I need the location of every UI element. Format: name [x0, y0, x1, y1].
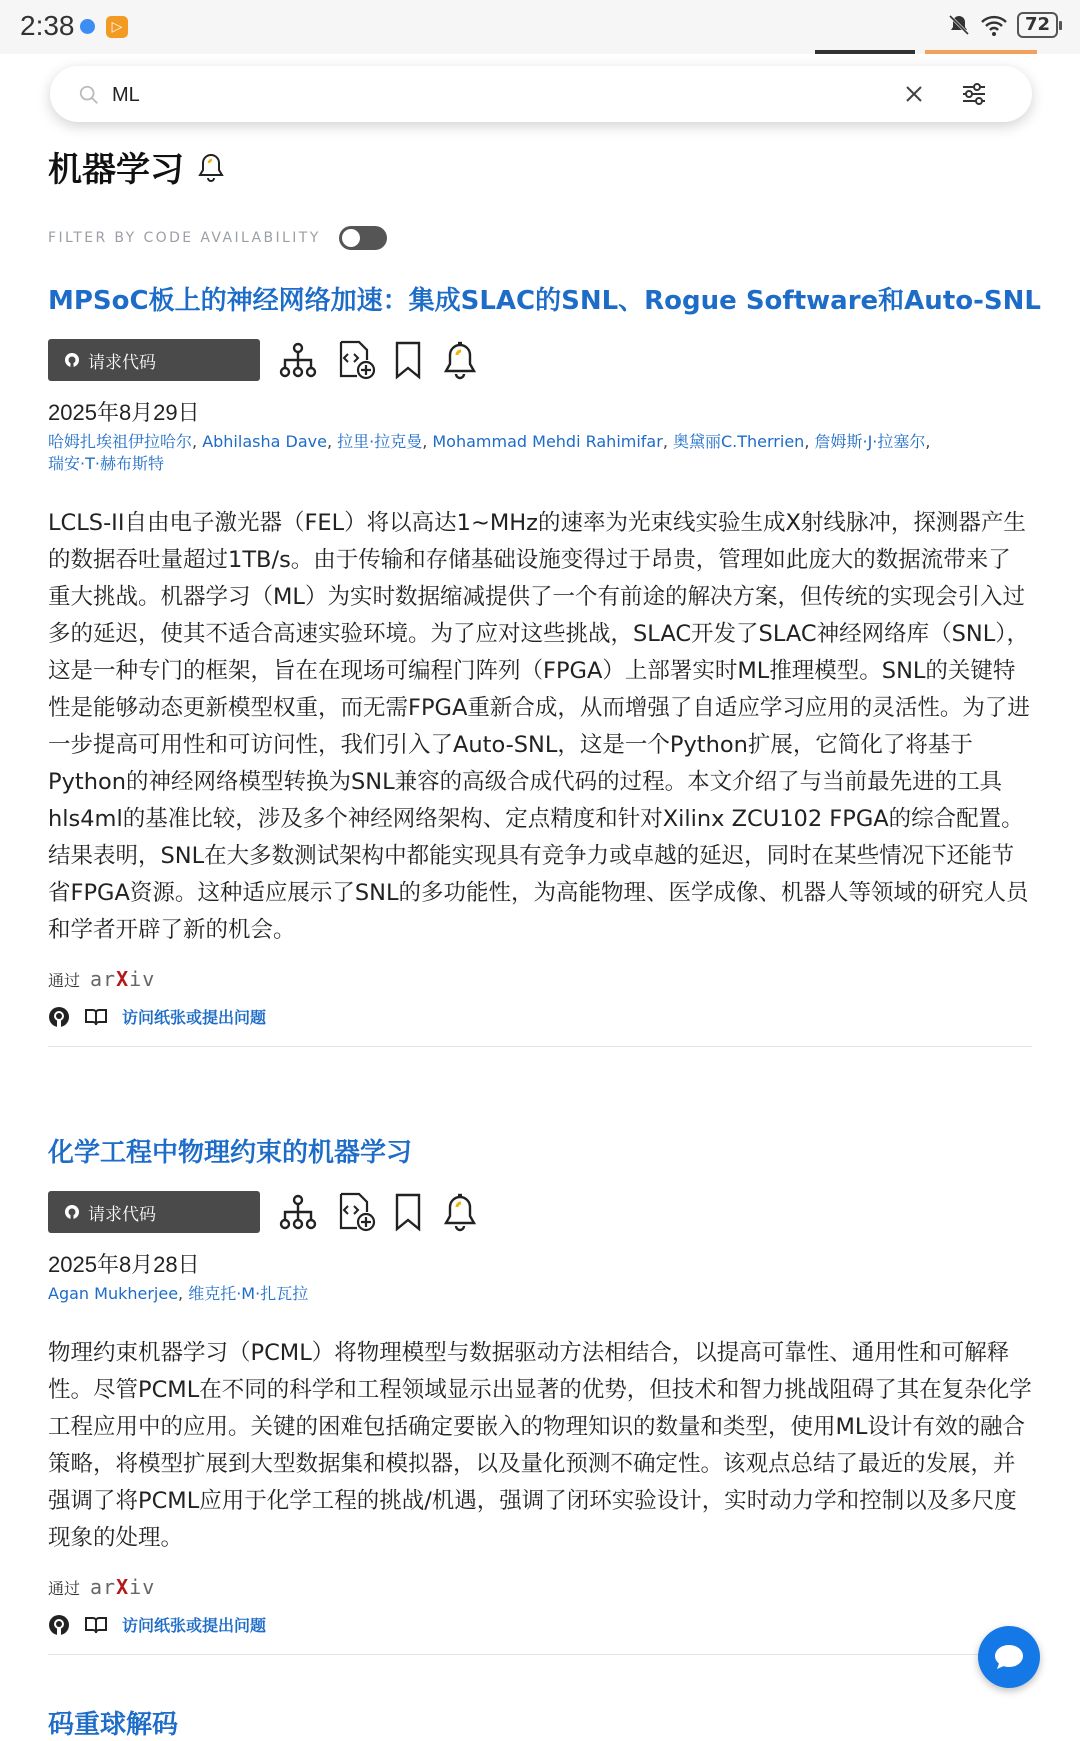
paper-actions: [48, 1190, 1032, 1234]
paper-authors: [48, 431, 1032, 475]
via-label: 通过: [48, 1578, 81, 1598]
github-icon: [64, 352, 80, 368]
bookmark-icon[interactable]: [386, 1190, 430, 1234]
hidden-tab-indicator-active: [925, 50, 1037, 54]
search-input[interactable]: [110, 76, 934, 114]
request-code-label: 请求代码: [88, 352, 156, 373]
author-link[interactable]: 拉里·拉克曼: [337, 432, 423, 451]
paper-date: 2025年8月28日: [48, 1252, 200, 1277]
paper-actions: [48, 338, 1032, 382]
github-icon[interactable]: [48, 1614, 70, 1636]
close-icon[interactable]: [902, 82, 926, 106]
author-link[interactable]: Mohammad Mehdi Rahimifar: [432, 432, 663, 451]
status-time: 2:38: [20, 10, 75, 41]
status-icons: [947, 12, 1058, 38]
chat-bubble-icon: [992, 1642, 1026, 1672]
hierarchy-icon[interactable]: [276, 1190, 320, 1234]
chat-button[interactable]: [978, 1626, 1040, 1688]
bookmark-icon[interactable]: [386, 338, 430, 382]
app-notification-icon: ▷: [106, 16, 128, 38]
bell-icon[interactable]: [438, 1190, 482, 1234]
source-row: [48, 1575, 1032, 1599]
divider: [48, 1654, 1032, 1655]
page-title: [48, 142, 226, 191]
author-link[interactable]: 瑞安·T·赫布斯特: [48, 454, 164, 473]
arxiv-logo[interactable]: arXiv: [90, 967, 156, 991]
author-link[interactable]: 詹姆斯·J·拉塞尔: [814, 432, 926, 451]
request-code-button[interactable]: [48, 1191, 260, 1233]
notification-dot-icon: [80, 19, 95, 34]
via-label: 通过: [48, 970, 81, 990]
author-link[interactable]: 奥黛丽C.Therrien: [672, 432, 805, 451]
visit-paper-link[interactable]: 访问纸张或提出问题: [122, 1008, 267, 1027]
paper-abstract: LCLS-II自由电子激光器（FEL）将以高达1~MHz的速率为光束线实验生成X射线脉冲，探测器产生的数据吞吐量超过1TB/s。由于传输和存储基础设施变得过于昂贵，管理如此庞大的数据流带来了重大挑战。机器学习（ML）为实时数据缩减提供了一个有前途的解决方案，但传统的实现会引入过多的延迟，使其不适合高速实验环境。为了应对这些挑战，SLAC开发了SLAC神经网络库（SNL），这是一种专门的框架，旨在在现场可编程门阵列（FPGA）上部署实时ML推理模型。SNL的关键特性是能够动态更新模型权重，而无需FPGA重新合成，从而增强了自适应学习应用的灵活性。为了进一步提高可用性和可访问性，我们引入了Auto-SNL，这是一个Python扩展，它简化了将基于Python的神经网络模型转换为SNL兼容的高级合成代码的过程。本文介绍了与当前最先进的工具hls4ml的基准比较，涉及多个神经网络架构、定点精度和针对Xilinx ZCU102 FPGA的综合配置。结果表明，SNL在大多数测试架构中都能实现具有竞争力或卓越的延迟，同时在某些情况下还能节省FPGA资源。这种适应展示了SNL的多功能性，为高能物理、医学成像、机器人等领域的研究人员和学者开辟了新的机会。: [48, 510, 1030, 943]
authors-line-2: [48, 453, 1032, 475]
paper-title[interactable]: MPSoC板上的神经网络加速：集成SLAC的SNL、Rogue Software和Auto-SNL: [48, 286, 1041, 316]
authors-line-1: 哈姆扎埃祖伊拉哈尔, Abhilasha Dave, 拉里·拉克曼, Mohammad Mehdi Rahimifar, 奥黛丽C.Therrien, 詹姆斯·J·拉塞尔,: [48, 432, 931, 451]
paper-authors: Agan Mukherjee, 维克托·M·扎瓦拉: [48, 1284, 309, 1303]
code-availability-toggle[interactable]: [339, 226, 387, 250]
bell-muted-icon: [947, 13, 971, 37]
arxiv-logo[interactable]: arXiv: [90, 1575, 156, 1599]
book-open-icon[interactable]: [84, 1006, 108, 1028]
code-filter-row: [48, 226, 387, 250]
paper-card: [48, 284, 1041, 1047]
add-code-icon[interactable]: [334, 338, 378, 382]
request-code-button[interactable]: [48, 339, 260, 381]
hierarchy-icon[interactable]: [276, 338, 320, 382]
github-icon: [64, 1204, 80, 1220]
source-row: [48, 967, 1032, 991]
status-bar: [0, 0, 1080, 54]
paper-title[interactable]: 化学工程中物理约束的机器学习: [48, 1138, 413, 1168]
author-link[interactable]: 哈姆扎埃祖伊拉哈尔: [48, 432, 193, 451]
paper-links: [48, 1005, 1032, 1028]
author-link[interactable]: 维克托·M·扎瓦拉: [188, 1284, 309, 1303]
hidden-tab-indicator: [815, 50, 915, 54]
search-icon: [78, 84, 100, 106]
github-icon[interactable]: [48, 1006, 70, 1028]
page-title-text: 机器学习: [48, 150, 184, 190]
add-code-icon[interactable]: [334, 1190, 378, 1234]
filter-label: FILTER BY CODE AVAILABILITY: [48, 230, 321, 246]
author-link[interactable]: Abhilasha Dave: [202, 432, 327, 451]
filter-sliders-icon[interactable]: [960, 80, 988, 108]
battery-indicator: 72: [1017, 12, 1058, 38]
divider: [48, 1046, 1032, 1047]
paper-title[interactable]: 码重球解码: [48, 1710, 179, 1740]
bell-icon[interactable]: [438, 338, 482, 382]
visit-paper-link[interactable]: 访问纸张或提出问题: [122, 1616, 267, 1635]
search-bar[interactable]: [50, 66, 1032, 122]
wifi-icon: [979, 13, 1009, 37]
paper-card: [48, 1136, 1032, 1655]
paper-abstract: 物理约束机器学习（PCML）将物理模型与数据驱动方法相结合，以提高可靠性、通用性和可解释性。尽管PCML在不同的科学和工程领域显示出显著的优势，但技术和智力挑战阻碍了其在复杂化学工程应用中的应用。关键的困难包括确定要嵌入的物理知识的数量和类型，使用ML设计有效的融合策略，将模型扩展到大型数据集和模拟器，以及量化预测不确定性。该观点总结了最近的发展，并强调了将PCML应用于化学工程的挑战/机遇，强调了闭环实验设计，实时动力学和控制以及多尺度现象的处理。: [48, 1340, 1032, 1551]
paper-links: [48, 1613, 1032, 1636]
bell-icon[interactable]: [196, 151, 226, 183]
book-open-icon[interactable]: [84, 1614, 108, 1636]
request-code-label: 请求代码: [88, 1204, 156, 1225]
paper-date: 2025年8月29日: [48, 400, 200, 425]
author-link[interactable]: Agan Mukherjee: [48, 1284, 179, 1303]
